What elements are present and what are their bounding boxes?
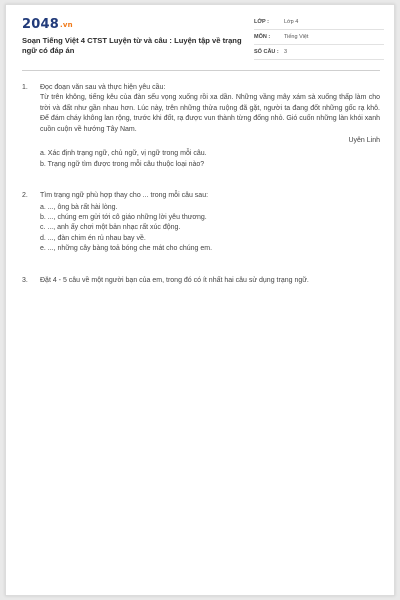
logo-suffix-text: .vn (59, 21, 73, 29)
logo-main-text: 2048 (22, 17, 59, 32)
sub-question-list (40, 149, 380, 170)
meta-row-question-count (254, 45, 384, 60)
question-2 (22, 191, 380, 254)
sub-question-list (40, 203, 380, 255)
site-logo[interactable] (22, 17, 73, 32)
question-prompt: Đọc đoạn văn sau và thực hiện yêu cầu: (40, 84, 166, 91)
questions-list (22, 83, 380, 286)
meta-row-class (254, 15, 384, 30)
question-3 (22, 276, 380, 286)
question-body (40, 191, 380, 254)
meta-value: Lớp 4 (284, 19, 299, 25)
sub-question: b. ..., chúng em gửi tới cô giáo những lời yêu thương. (40, 214, 207, 222)
worksheet-page (5, 4, 395, 596)
question-body (40, 276, 380, 286)
meta-table (254, 15, 384, 60)
meta-value: Tiếng Việt (284, 34, 309, 40)
page-header (6, 5, 394, 70)
sub-question: d. ..., đàn chim én rủ nhau bay về. (40, 234, 146, 242)
passage-author: Uyên Linh (348, 137, 380, 145)
header-divider (22, 70, 380, 71)
sub-question: a. Xác định trạng ngữ, chủ ngữ, vị ngữ trong mỗi câu. (40, 150, 207, 158)
question-1 (22, 83, 380, 170)
sub-question: b. Trạng ngữ tìm được trong mỗi câu thuộc loại nào? (40, 160, 205, 168)
question-body (40, 83, 380, 170)
sub-question: e. ..., những cây bàng toả bóng che mát cho chúng em. (40, 245, 213, 253)
meta-label: LỚP : (254, 19, 269, 25)
reading-passage: Từ trên không, tiếng kêu của đàn sếu vọng xuống rồi xa dần. Những vầng mây xám sà xuống thấp làm cho trời và đất như gần nhau hơn. Lúc này, trên những thửa ruộng đã gặt, người ta đang đốt những gốc rạ khô. Để đám cháy không lan rộng, trước khi đốt, rạ được vun thành từng đống nhỏ. Gió cuốn những làn khói xanh cuồn cuộn về hướng Tây Nam. (40, 94, 380, 133)
question-number: 1. (22, 84, 28, 91)
meta-value: 3 (284, 49, 288, 55)
document-title: Soạn Tiếng Việt 4 CTST Luyện từ và câu : Luyện tập về trạng ngữ có đáp án (22, 36, 242, 55)
sub-question: c. ..., anh ấy chơi một bản nhạc rất xúc động. (40, 224, 181, 232)
meta-row-subject (254, 30, 384, 45)
question-number: 2. (22, 192, 28, 200)
question-prompt: Đặt 4 - 5 câu về một người bạn của em, trong đó có ít nhất hai câu sử dụng trạng ngữ. (40, 276, 309, 284)
sub-question: a. ..., ông bà rất hài lòng. (40, 203, 118, 211)
meta-label: MÔN : (254, 34, 271, 40)
question-number: 3. (22, 276, 28, 284)
question-prompt: Tìm trạng ngữ phù hợp thay cho ... trong mỗi câu sau: (40, 192, 209, 200)
meta-label: SỐ CÂU : (254, 49, 279, 55)
